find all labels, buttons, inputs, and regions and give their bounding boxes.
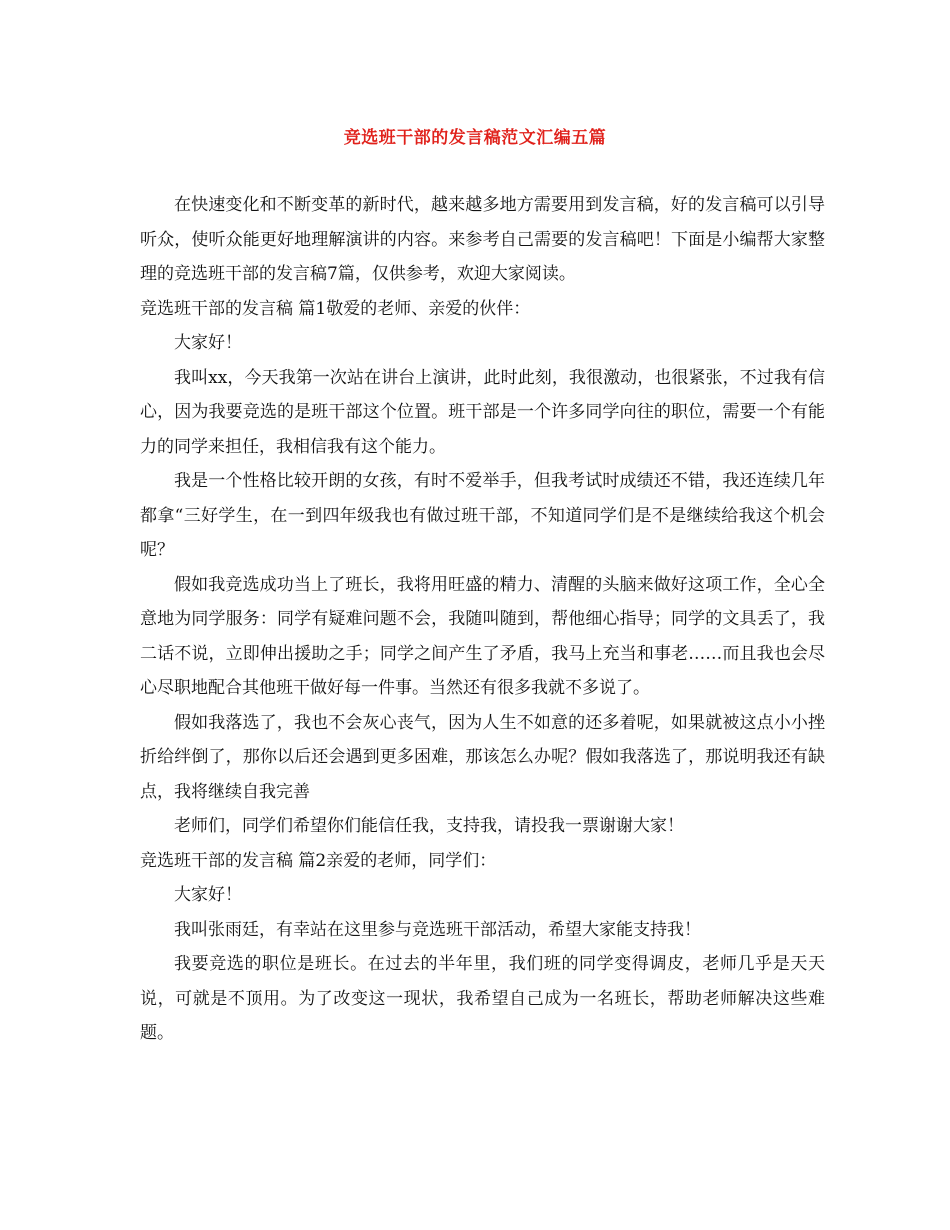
paragraph: 假如我落选了，我也不会灰心丧气，因为人生不如意的还多着呢，如果就被这点小小挫折给绊倒了，那你以后还会遇到更多困难，那该怎么办呢？假如我落选了，那说明我还有缺点，我将继续自我完善 [140,712,825,802]
section-heading-1: 竞选班干部的发言稿 篇1敬爱的老师、亲爱的伙伴： [140,298,531,319]
paragraph: 我叫xx，今天我第一次站在讲台上演讲，此时此刻，我很激动，也很紧张，不过我有信心，因为我要竞选的是班干部这个位置。班干部是一个许多同学向往的职位，需要一个有能力的同学来担任，我相信我有这个能力。 [140,367,825,457]
section-heading-2: 竞选班干部的发言稿 篇2亲爱的老师，同学们： [140,850,497,871]
paragraph-greeting-1: 大家好！ [174,333,242,353]
paragraph-greeting-2: 大家好！ [174,885,242,905]
document-title: 竞选班干部的发言稿范文汇编五篇 [343,128,607,148]
paragraph: 我要竞选的职位是班长。在过去的半年里，我们班的同学变得调皮，老师几乎是天天说，可就是不顶用。为了改变这一现状，我希望自己成为一名班长，帮助老师解决这些难题。 [140,954,825,1043]
paragraph: 我是一个性格比较开朗的女孩，有时不爱举手，但我考试时成绩还不错，我还连续几年都拿“三好学生，在一到四年级我也有做过班干部，不知道同学们是不是继续给我这个机会呢？ [140,471,825,560]
paragraph: 我叫张雨廷，有幸站在这里参与竞选班干部活动，希望大家能支持我！ [174,919,701,940]
paragraph-intro: 在快速变化和不断变革的新时代，越来越多地方需要用到发言稿，好的发言稿可以引导听众，使听众能更好地理解演讲的内容。来参考自己需要的发言稿吧！下面是小编帮大家整理的竞选班干部的发言稿7篇，仅供参考，欢迎大家阅读。 [140,195,825,284]
paragraph-closing-1: 老师们，同学们希望你们能信任我，支持我，请投我一票谢谢大家！ [174,816,684,836]
paragraph: 假如我竞选成功当上了班长，我将用旺盛的精力、清醒的头脑来做好这项工作，全心全意地为同学服务：同学有疑难问题不会，我随叫随到，帮他细心指导；同学的文具丢了，我二话不说，立即伸出援助之手；同学之间产生了矛盾，我马上充当和事老……而且我也会尽心尽职地配合其他班干做好每一件事。当然还有很多我就不多说了。 [140,574,825,698]
document-body [140,188,825,1051]
